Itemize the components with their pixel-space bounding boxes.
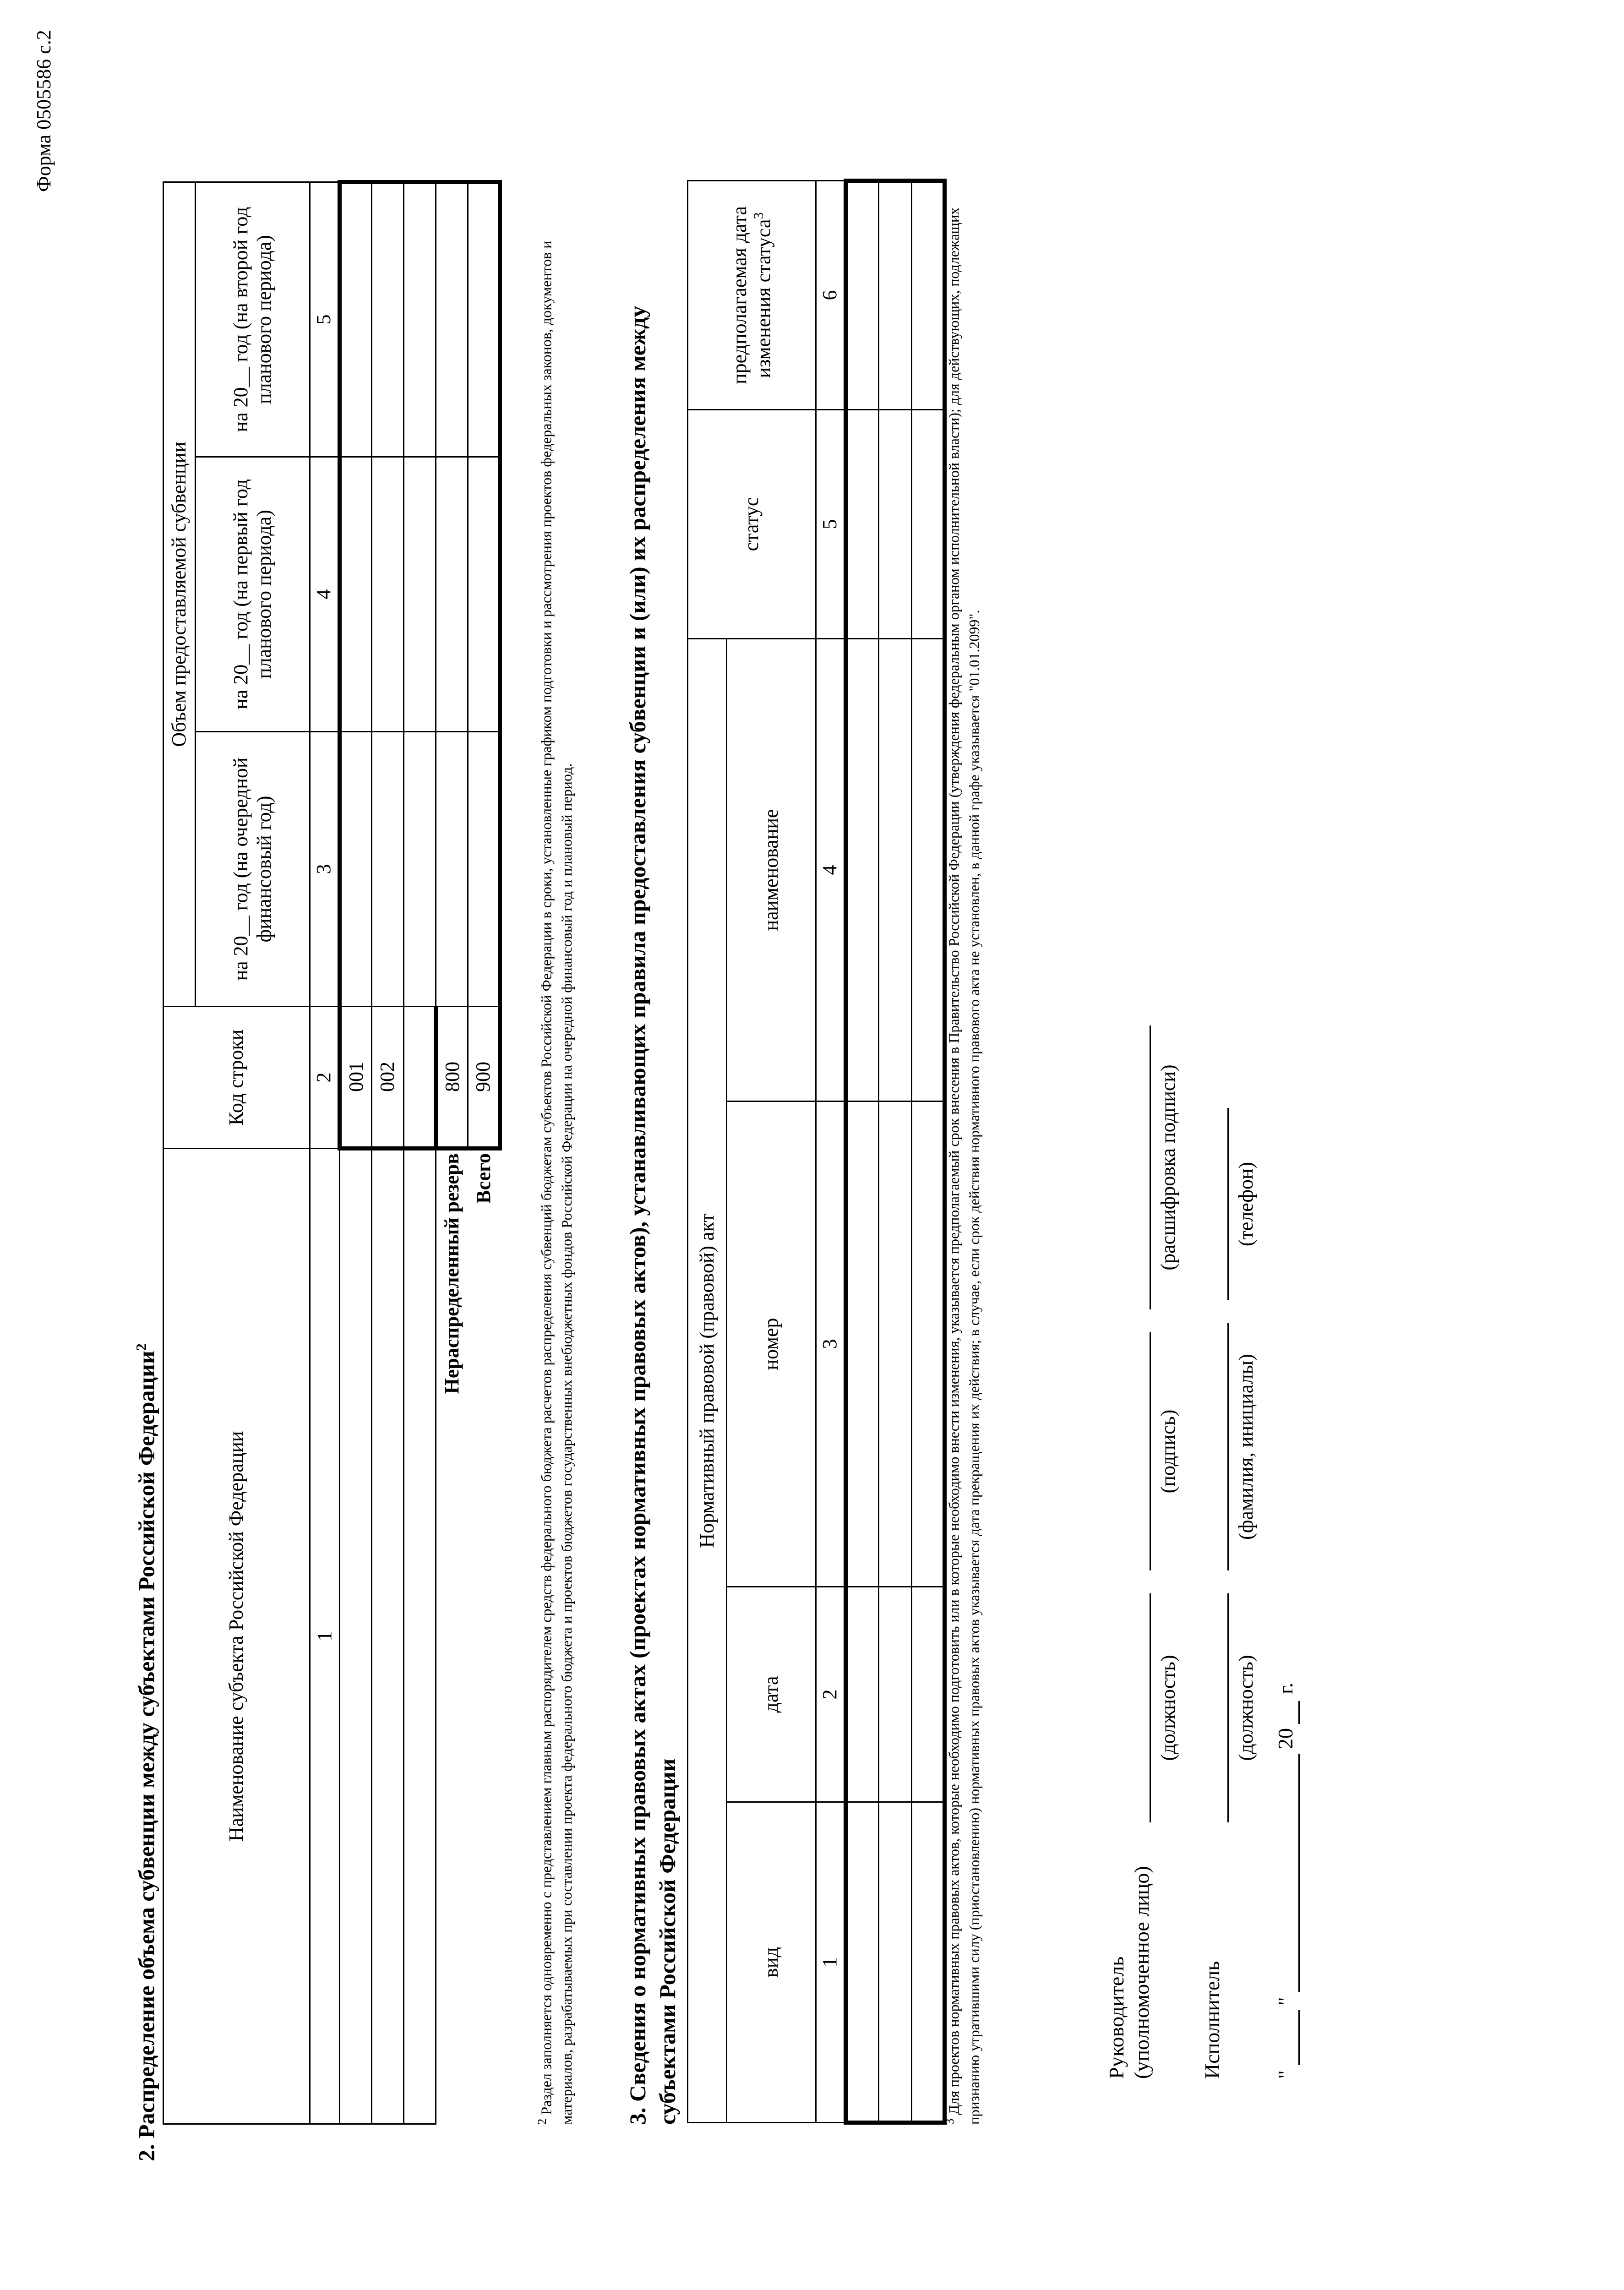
executor-position-caption: (должность) [1235, 1655, 1257, 1761]
act-cell[interactable] [846, 1802, 879, 2123]
colnum-5: 5 [310, 182, 340, 457]
header-status: статус [688, 409, 816, 638]
value-cell[interactable] [404, 182, 436, 457]
head-signature-caption: (подпись) [1157, 1409, 1179, 1494]
colnum-3: 3 [310, 732, 340, 1007]
act-cell[interactable] [879, 638, 912, 1101]
executor-name-line[interactable] [1227, 1323, 1229, 1570]
total-label: Всего [472, 1153, 495, 1204]
footnote-3 [941, 183, 985, 2125]
header-legal-act: Нормативный правовой (правовой) акт [688, 638, 727, 2122]
value-cell[interactable] [404, 457, 436, 732]
act-cell[interactable] [912, 638, 945, 1101]
code-cell-900: 900 [468, 1007, 500, 1149]
value-cell[interactable] [340, 732, 372, 1007]
footnote-2-text: Раздел заполняется одновременно с представлением главным распорядителем средств федерального бюджета расчетов распределения субвенций бюджетам субъектов Российской Федерации в сроки, установленные графиком подготовки и рассмотрения проектов федеральных законов, документов и материалов, разрабатываемых при составлении проекта федерального бюджета и проектов бюджетов государственных внебюджетных фондов Российской Федерации на очередной финансовый год и плановый период. [538, 240, 575, 2125]
header-change-date [688, 180, 816, 409]
value-cell[interactable] [372, 732, 404, 1007]
header-year-second: на 20__ год (на второй год планового периода) [196, 182, 310, 457]
executor-phone-line[interactable] [1227, 1108, 1229, 1300]
colnum-4: 4 [816, 638, 846, 1101]
code-cell-empty [404, 1007, 436, 1149]
header-subject-name: Наименование субъекта Российской Федерации [163, 1149, 310, 2124]
colnum-1: 1 [310, 1149, 340, 2124]
subject-name-cell[interactable] [404, 1149, 436, 2124]
header-name: наименование [727, 638, 816, 1101]
act-cell[interactable] [846, 180, 879, 409]
header-row-code: Код строки [163, 1007, 310, 1149]
act-cell[interactable] [912, 1587, 945, 1802]
act-cell[interactable] [912, 409, 945, 638]
act-cell[interactable] [879, 1587, 912, 1802]
executor-position-line[interactable] [1227, 1593, 1229, 1822]
subject-name-cell[interactable] [372, 1149, 404, 2124]
colnum-6: 6 [816, 180, 846, 409]
header-change-date-text: предполагаемая дата изменения статуса [728, 206, 775, 384]
date-day-line[interactable] [1298, 2010, 1300, 2065]
act-cell[interactable] [879, 409, 912, 638]
value-cell[interactable] [468, 182, 500, 457]
date-quote-close: " [1274, 1997, 1297, 2006]
header-year-current: на 20__ год (на очередной финансовый год) [196, 732, 310, 1007]
colnum-3: 3 [816, 1101, 846, 1587]
reserve-label: Нераспределенный резерв [436, 1149, 468, 2124]
value-cell[interactable] [340, 182, 372, 457]
code-cell-800: 800 [436, 1007, 468, 1149]
footnote-3-text: Для проектов нормативных правовых актов, которые необходимо подготовить или в которые необходимо внести изменения, указывается предполагаемый срок внесения в Правительство Российской Федерации (утверждения федеральным органом исполнительной власти); для действующих, подлежащих признанию утратившими силу (приостановлению) нормативных правовых актов указывается дата прекращения их действия; в случае, если срок действия нормативного правового акта не установлен, в данной графе указывается "01.01.2099". [945, 207, 983, 2125]
value-cell[interactable] [468, 457, 500, 732]
act-cell[interactable] [912, 1802, 945, 2123]
subvention-distribution-table [163, 180, 502, 2125]
footnote-2-sup: 2 [535, 2118, 549, 2125]
value-cell[interactable] [436, 182, 468, 457]
footnote-2 [534, 183, 577, 2125]
colnum-4: 4 [310, 457, 340, 732]
value-cell[interactable] [468, 732, 500, 1007]
header-type: вид [727, 1802, 816, 2123]
legal-acts-table [687, 179, 947, 2125]
colnum-2: 2 [816, 1587, 846, 1802]
subject-name-cell[interactable] [340, 1149, 372, 2124]
head-label-line2: (уполномоченное лицо) [1130, 1866, 1154, 2079]
header-change-date-sup: 3 [751, 212, 767, 219]
act-cell[interactable] [846, 1101, 879, 1587]
value-cell[interactable] [404, 732, 436, 1007]
code-cell-002: 002 [372, 1007, 404, 1149]
date-year-prefix: 20 [1274, 1728, 1297, 1749]
act-cell[interactable] [912, 1101, 945, 1587]
executor-phone-caption: (телефон) [1235, 1161, 1257, 1247]
colnum-1: 1 [816, 1802, 846, 2123]
colnum-5: 5 [816, 409, 846, 638]
value-cell[interactable] [436, 732, 468, 1007]
act-cell[interactable] [879, 1802, 912, 2123]
head-signature-line[interactable] [1150, 1332, 1151, 1570]
header-date: дата [727, 1587, 816, 1802]
date-month-line[interactable] [1298, 1754, 1300, 1992]
footnote-3-sup: 3 [943, 2118, 956, 2125]
header-subvention-volume: Объем предоставляемой субвенции [163, 182, 196, 1006]
value-cell[interactable] [372, 457, 404, 732]
head-label-line1: Руководитель [1105, 1956, 1128, 2079]
form-number: Форма 0505586 с.2 [33, 30, 55, 192]
act-cell[interactable] [879, 1101, 912, 1587]
act-cell[interactable] [879, 180, 912, 409]
head-position-caption: (должность) [1157, 1655, 1179, 1761]
section2-title-sup: 2 [133, 1343, 149, 1351]
head-position-line[interactable] [1150, 1593, 1151, 1822]
section3-title: 3. Сведения о нормативных правовых актах (проектах нормативных правовых актов), устанавливающих правила предоставления субвенции и (или) их распределения между субъектами Российской Федерации [625, 305, 680, 2125]
date-quote-open: " [1274, 2070, 1297, 2079]
executor-label: Исполнитель [1200, 1961, 1224, 2079]
head-decoding-line[interactable] [1150, 1025, 1151, 1309]
date-suffix: г. [1274, 1682, 1297, 1694]
executor-name-caption: (фамилия, инициалы) [1235, 1354, 1257, 1540]
head-decoding-caption: (расшифровка подписи) [1157, 1064, 1179, 1270]
value-cell[interactable] [340, 457, 372, 732]
header-year-first: на 20__ год (на первый год планового периода) [196, 457, 310, 732]
section2-title-text: 2. Распределение объема субвенции между субъектами Российской Федерации [133, 1351, 159, 2161]
header-number: номер [727, 1101, 816, 1587]
act-cell[interactable] [846, 409, 879, 638]
code-cell-001: 001 [340, 1007, 372, 1149]
act-cell[interactable] [846, 638, 879, 1101]
value-cell[interactable] [436, 457, 468, 732]
head-label [1104, 1866, 1154, 2079]
act-cell[interactable] [912, 180, 945, 409]
value-cell[interactable] [372, 182, 404, 457]
date-year-line[interactable] [1298, 1701, 1300, 1724]
section2-title [133, 1343, 160, 2161]
colnum-2: 2 [310, 1007, 340, 1149]
act-cell[interactable] [846, 1587, 879, 1802]
